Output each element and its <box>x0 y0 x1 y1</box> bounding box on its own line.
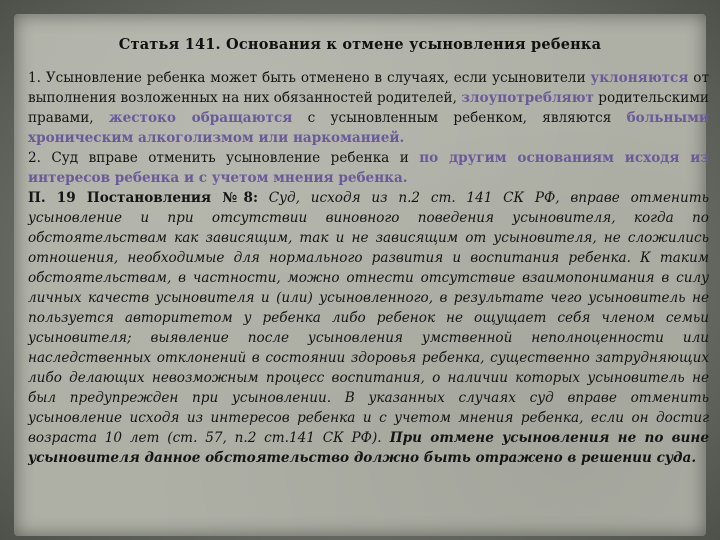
p2-text-1: 2. Суд вправе отменить усыновление ребенка и <box>28 150 420 166</box>
p3-resolution-text: Суд, исходя из п.2 ст. 141 СК РФ, вправе отменить усыновление и при отсутствии виновного поведения усыновителя, когда по обстоятельствам как зависящим, так и не зависящим от усыновителя, не сложились отношения, необходимые для нормального развития и воспитания ребенка. К таким обстоятельствам, в частности, можно отнести отсутствие взаимопонимания в силу личных качеств усыновителя и (или) усыновленного, в результате чего усыновитель не пользуется авторитетом у ребенка либо ребенок не ощущает себя членом семьи усыновителя; выявление после усыновления умственной неполноценности или наследственных отклонений в состоянии здоровья ребенка, существенно затрудняющих либо делающих невозможным процесс воспитания, о наличии которых усыновитель не был предупрежден при усыновлении. В указанных случаях суд вправе отменить усыновление исходя из интересов ребенка и с учетом мнения ребенка, если он достиг возраста 10 лет (ст. 57, п.2 ст.141 СК РФ). <box>28 190 709 446</box>
p3-resolution-conclusion: При отмене усыновления не по вине усыновителя данное обстоятельство должно быть отражено в решении суда. <box>28 430 709 466</box>
p1-text-2: от выполнения возложенных на них обязанностей родителей, <box>28 70 709 106</box>
parchment-panel <box>14 14 709 536</box>
p2-highlight-other-grounds: по другим основаниям исходя из интересов ребенка и с учетом мнения ребенка. <box>28 150 709 186</box>
paragraph-1 <box>28 68 709 148</box>
paragraph-2 <box>28 148 709 188</box>
p1-highlight-evade: уклоняются <box>590 70 689 86</box>
paragraph-3 <box>28 188 709 468</box>
p1-text-4: с усыновленным ребенком, являются <box>292 110 627 126</box>
article-title: Статья 141. Основания к отмене усыновления ребенка <box>118 36 602 53</box>
p1-highlight-abuse: злоупотребляют <box>461 90 594 106</box>
p1-highlight-illness: больными хроническим алкоголизмом или наркоманией. <box>28 110 709 146</box>
p1-highlight-cruel: жестоко обращаются <box>108 110 293 126</box>
article-body <box>28 68 709 468</box>
p3-resolution-ref: П. 19 Постановления №8: <box>28 190 258 206</box>
p1-text-3: родительскими правами, <box>28 90 709 126</box>
p1-text-1: 1. Усыновление ребенка может быть отменено в случаях, если усыновители <box>28 70 591 86</box>
